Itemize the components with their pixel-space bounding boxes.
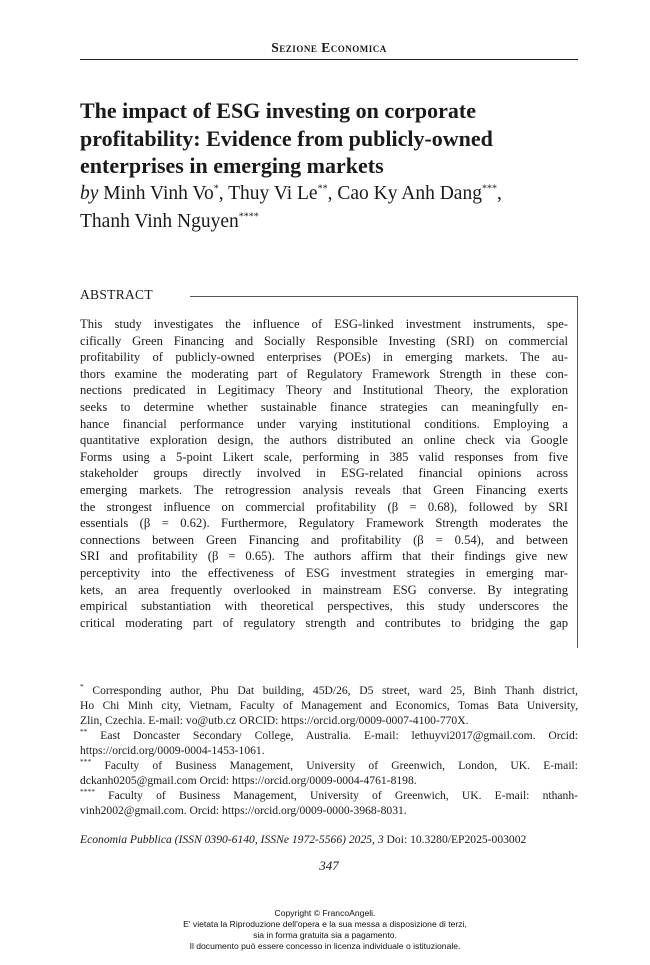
abstract-line: hance financial performance under varying institutional conditions. Employing a xyxy=(80,416,568,431)
footnote-mark: *** xyxy=(80,757,92,767)
abstract-top-rule xyxy=(190,296,577,297)
title-line: enterprises in emerging markets xyxy=(80,153,384,178)
journal-name: Economia Pubblica (ISSN 0390-6140, ISSNe 1972-5566) 2025, 3 xyxy=(80,833,384,846)
footnote-mark: **** xyxy=(80,787,95,797)
footnote-mark: ** xyxy=(80,727,88,737)
abstract-line: critical moderating part of regulatory strength and contributes to bridging the gap xyxy=(80,615,568,630)
abstract-right-rule xyxy=(577,296,578,648)
abstract-body xyxy=(80,316,568,631)
footnote-line xyxy=(80,728,578,743)
abstract-heading: ABSTRACT xyxy=(80,287,153,302)
copyright-line: sia in forma gratuita sia a pagamento. xyxy=(253,930,397,940)
footnote-mark[interactable]: *** xyxy=(481,183,497,195)
page-number: 347 xyxy=(319,858,339,873)
footnote-text: Faculty of Business Management, University of Greenwich, UK. E-mail: nthanh- xyxy=(95,789,578,802)
author-name: , Thuy Vi Le xyxy=(218,183,318,204)
copyright-notice xyxy=(0,908,650,952)
abstract-line: essentials (β = 0.62). Furthermore, Regulatory Framework Strength moderates the xyxy=(80,516,568,531)
abstract-line: This study investigates the influence of ESG-linked investment instruments, spe- xyxy=(80,317,568,331)
author-name: Minh Vinh Vo xyxy=(98,183,214,204)
abstract-line: emerging markets. The retrogression analysis reveals that Green Financing exerts xyxy=(80,482,568,497)
copyright-line: Il documento può essere concesso in licenza individuale o istituzionale. xyxy=(189,941,461,951)
footnote-line xyxy=(80,758,578,773)
footnote-text: East Doncaster Secondary College, Australia. E-mail: lethuyvi2017@gmail.com. Orcid: xyxy=(87,729,578,742)
abstract-line: thors examine the moderating part of Regulatory Framework Strength in these con- xyxy=(80,366,568,381)
section-header: Sezione Economica xyxy=(271,40,387,55)
footnote-line: Ho Chi Minh city, Vietnam, Faculty of Management and Economics, Tomas Bata University, xyxy=(80,699,578,712)
footnote-line: Zlin, Czechia. E-mail: vo@utb.cz ORCID: https://orcid.org/0009-0007-4100-770X. xyxy=(80,714,469,727)
copyright-line: E' vietata la Riproduzione dell'opera e la sua messa a disposizione di terzi, xyxy=(183,919,467,929)
abstract-line: the strongest influence on commercial profitability (β = 0.68), followed by SRI xyxy=(80,499,568,514)
abstract-line: empirical substantiation with theoretical perspectives, this study underscores the xyxy=(80,599,568,614)
abstract-line: Forms using a 5-point Likert scale, performing in 385 valid responses from five xyxy=(80,449,568,464)
author-name: Thanh Vinh Nguyen xyxy=(80,211,239,232)
journal-citation xyxy=(80,833,578,846)
abstract-line: connections between Green Financing and profitability (β = 0.54), and between xyxy=(80,532,568,547)
abstract-line: SRI and profitability (β = 0.65). The authors affirm that their findings give new xyxy=(80,549,568,564)
paper-title xyxy=(80,97,578,180)
footnote-line: https://orcid.org/0009-0004-1453-1061. xyxy=(80,744,265,757)
abstract-line: quantitative exploration design, the authors distributed an online check via Google xyxy=(80,433,568,448)
copyright-line: Copyright © FrancoAngeli. xyxy=(274,908,376,918)
author-list xyxy=(80,180,580,236)
abstract-line: nections predicated in Legitimacy Theory and Institutional Theory, the exploration xyxy=(80,383,568,398)
header-rule xyxy=(80,59,578,60)
abstract-line: profitability of publicly-owned enterprises (POEs) in emerging markets. The au- xyxy=(80,350,568,365)
abstract-line: cifically Green Financing and Socially Responsible Investing (SRI) on commercial xyxy=(80,333,568,348)
abstract-line: perceptivity into the effectiveness of ESG investment strategies in emerging mar- xyxy=(80,565,568,580)
footnotes xyxy=(80,683,578,818)
footnote-line: dckanh0205@gmail.com Orcid: https://orcid.org/0009-0004-4761-8198. xyxy=(80,774,417,787)
footnote-mark[interactable]: ** xyxy=(317,183,328,195)
title-line: profitability: Evidence from publicly-owned xyxy=(80,125,493,151)
abstract-line: kets, an area frequently overlooked in mainstream ESG converse. By integrating xyxy=(80,582,568,597)
footnote-line xyxy=(80,683,578,698)
footnote-text: Corresponding author, Phu Dat building, 45D/26, D5 street, ward 25, Binh Thanh district, xyxy=(83,684,578,697)
by-label: by xyxy=(80,183,99,204)
author-separator: , xyxy=(496,183,502,204)
abstract-line: seeks to determine whether sustainable finance strategies can meaningfully en- xyxy=(80,399,568,414)
abstract-line: stakeholder groups directly involved in ESG-related financial opinions across xyxy=(80,466,568,481)
footnote-mark[interactable]: **** xyxy=(238,211,259,223)
title-line: The impact of ESG investing on corporate xyxy=(80,98,476,123)
footnote-text: Faculty of Business Management, University of Greenwich, London, UK. E-mail: xyxy=(91,759,578,772)
footnote-line: vinh2002@gmail.com. Orcid: https://orcid.org/0009-0000-3968-8031. xyxy=(80,804,407,817)
author-name: , Cao Ky Anh Dang xyxy=(327,183,482,204)
doi-link[interactable]: Doi: 10.3280/EP2025-003002 xyxy=(383,833,527,846)
footnote-line xyxy=(80,788,578,803)
footnote-mark: * xyxy=(80,682,84,692)
footnote-mark[interactable]: * xyxy=(213,183,219,195)
